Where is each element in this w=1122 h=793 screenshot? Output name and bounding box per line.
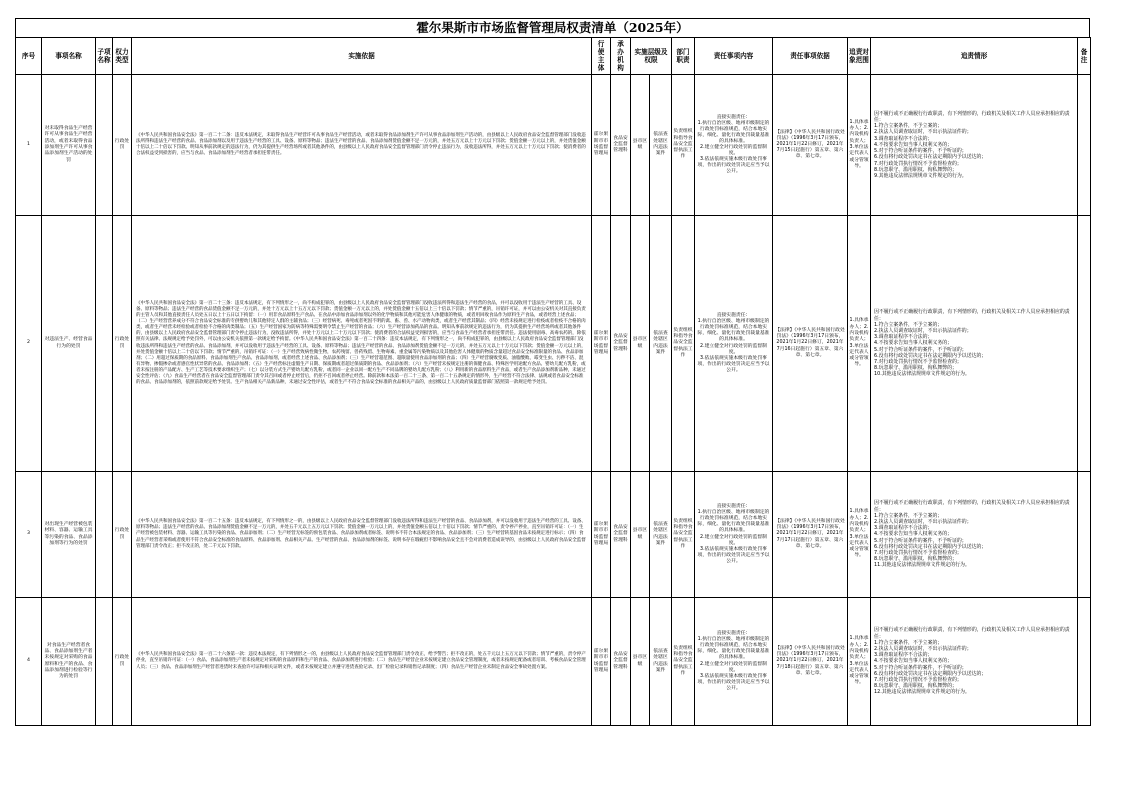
header-scope: 追责对象范围: [848, 38, 871, 75]
table-row: [16, 216, 1091, 472]
row-dept-duty: 负责组织和指导食品安全监督执法工作: [672, 598, 695, 726]
header-remark: 备注: [1078, 38, 1091, 75]
row-agency: 食品安全监督管理科: [611, 216, 631, 472]
responsibility-table: [15, 37, 1091, 726]
row-level-b: 依法查处辖区内违法案件: [650, 216, 672, 472]
row-sub-item: [96, 216, 113, 472]
row-sub-item: [96, 598, 113, 726]
table-row: [16, 75, 1091, 216]
row-executor: 霍尔果斯市市场监督管理局: [592, 75, 611, 216]
row-level-b: 依法查处辖区内违法案件: [650, 75, 672, 216]
row-dept-duty: 负责组织和指导食品安全监督执法工作: [672, 75, 695, 216]
row-level-a: 县市区级: [631, 472, 650, 598]
table-header-row: [16, 38, 1091, 75]
row-agency: 食品安全监督管理科: [611, 472, 631, 598]
header-agency: 承办机构: [611, 38, 631, 75]
row-sub-item: [96, 472, 113, 598]
row-power-type: 行政处罚: [113, 472, 132, 598]
row-remark: [1078, 75, 1091, 216]
row-basis: 《中华人民共和国食品安全法》第一百二十三条：违反本法规定，有下列情形之一，尚不构成犯罪的，由县级以上人民政府食品安全监督管理部门没收违法所得和违法生产经营的食品，并可以没收用于违法生产经营的工具、设备、原料等物品；违法生产经营的食品货值金额不足一万元的，并处十万元以上十五万元以下罚款；货值金额一万元以上的，并处货值金额十五倍以上三十倍以下罚款；情节严重的，吊销许可证，并可以由公安机关对其直接负责的主管人员和其他直接责任人员处五日以上十五日以下拘留：（一）用非食品原料生产食品、在食品中添加食品添加剂以外的化学物质和其他可能危害人体健康的物质，或者用回收食品作为原料生产食品，或者经营上述食品；（二）生产经营营养成分不符合食品安全标准的专供婴幼儿和其他特定人群的主辅食品；（三）经营病死、毒死或者死因不明的禽、畜、兽、水产动物肉类，或者生产经营其制品；（四）经营未按规定进行检疫或者检疫不合格的肉类，或者生产经营未经检验或者检验不合格的肉类制品；（五）生产经营国家为防病等特殊需要明令禁止生产经营的食品；（六）生产经营添加药品的食品。明知从事前款规定的违法行为，仍为其提供生产经营场所或者其他条件的，由县级以上人民政府食品安全监督管理部门责令停止违法行为，没收违法所得，并处十万元以上二十万元以下罚款；使消费者的合法权益受到损害的，应当与食品生产经营者承担连带责任。违法使用剧毒、高毒农药的，除依照有关法律、法规规定给予处罚外，可以由公安机关依照第一款规定给予拘留。《中华人民共和国食品安全法》第一百二十四条：违反本法规定，有下列情形之一，尚不构成犯罪的，由县级以上人民政府食品安全监督管理部门没收违法所得和违法生产经营的食品、食品添加剂，并可以没收用于违法生产经营的工具、设备、原料等物品；违法生产经营的食品、食品添加剂货值金额不足一万元的，并处五万元以上十万元以下罚款；货值金额一万元以上的，并处货值金额十倍以上二十倍以下罚款；情节严重的，吊销许可证：（一）生产经营致病性微生物，农药残留、兽药残留、生物毒素、重金属等污染物质以及其他危害人体健康的物质含量超过食品安全标准限量的食品、食品添加剂；（二）用超过保质期的食品原料、食品添加剂生产食品、食品添加剂，或者经营上述食品、食品添加剂；（三）生产经营超范围、超限量使用食品添加剂的食品；（四）生产经营腐败变质、油脂酸败、霉变生虫、污秽不洁、混有异物、掺假掺杂或者感官性状异常的食品、食品添加剂；（五）生产经营标注虚假生产日期、保质期或者超过保质期的食品、食品添加剂；（六）生产经营未按规定注册的保健食品、特殊医学用途配方食品、婴幼儿配方乳粉，或者未按注册的产品配方、生产工艺等技术要求组织生产；（七）以分装方式生产婴幼儿配方乳粉，或者同一企业以同一配方生产不同品牌的婴幼儿配方乳粉；（八）利用新的食品原料生产食品，或者生产食品添加剂新品种，未通过安全性评估；（九）食品生产经营者在食品安全监督管理部门责令其召回或者停止经营后，仍拒不召回或者停止经营。除前款和本法第一百二十三条、第一百二十五条规定的情形外，生产经营不符合法律、法规或者食品安全标准的食品、食品添加剂的，依照前款规定给予处罚。生产食品相关产品新品种，未通过安全性评估，或者生产不符合食品安全标准的食品相关产品的，由县级以上人民政府质量监督部门依照第一款规定给予处罚。: [132, 216, 592, 472]
row-circumstances: 因不履行或不正确履行行政职责，有下列情形的，行政机关及相关工作人员应承担相应的责任： 1.符合立案条件，不予立案的； 2.执法人员调查取证时，不出示执法证件的； 3.调查取证程序不合法的； 4.不按要求告知当事人权利义务的； 5.对于符合听证条件的案件，不予听证的； 6.没有将行政处罚决定书在法定期限内予以送达的； 7.对行政处罚执行情况不予监督检查的； 8.玩忽职守、滥用职权、徇私舞弊的； 11.其他违反法律法规规章文件规定的行为。: [871, 472, 1078, 598]
row-scope: 1.具体承办人；2.内设机构负责人；3.单位法定代表人或分管领导。: [848, 75, 871, 216]
row-duty-content: 直接实施责任： 1.执行自治区级、地州市级制定的行政处罚标准规范，结合本地实际，细化、量化行政处罚裁量基准的具体标准。 2.建立健全对行政处罚的监督制度。 3.依法依规实施本级行政处罚事项，作出的行政处罚决定应当予以公开。: [695, 472, 773, 598]
row-dept-duty: 负责组织和指导食品安全监督执法工作: [672, 472, 695, 598]
table-row: [16, 598, 1091, 726]
row-power-type: 行政处罚: [113, 598, 132, 726]
row-duty-basis: 【法律】《中华人民共和国行政处罚法》（1996年3月17日颁布，2021年1月22日修订，2021年7月18日起施行）第五章、第六章、第七章。: [773, 598, 848, 726]
row-scope: 1.具体承办人；2.内设机构负责人；3.单位法定代表人或分管领导。: [848, 216, 871, 472]
row-agency: 食品安全监督管理科: [611, 75, 631, 216]
row-remark: [1078, 216, 1091, 472]
header-duty-basis: 责任事项依据: [773, 38, 848, 75]
row-level-b: 依法查处辖区内违法案件: [650, 598, 672, 726]
row-level-b: 依法查处辖区内违法案件: [650, 472, 672, 598]
row-power-type: 行政处罚: [113, 75, 132, 216]
row-scope: 1.具体承办人；2.内设机构负责人；3.单位法定代表人或分管领导。: [848, 472, 871, 598]
row-duty-content: 直接实施责任： 1.执行自治区级、地州市级制定的行政处罚标准规范，结合本地实际，细化、量化行政处罚裁量基准的具体标准。 2.建立健全对行政处罚的监督制度。 3.依法依规实施本级行政处罚事项，作出的行政处罚决定应当予以公开。: [695, 216, 773, 472]
row-duty-basis: 【法律】《中华人民共和国行政处罚法》（1996年3月17日颁布，2021年1月22日修订，2021年7月17日起施行）第五章、第六章、第七章。: [773, 472, 848, 598]
row-seq: 3: [16, 472, 42, 598]
header-level: 实施层级及权限: [631, 38, 672, 75]
row-dept-duty: 负责组织和指导食品安全监督执法工作: [672, 216, 695, 472]
row-sub-item: [96, 75, 113, 216]
row-seq: 4: [16, 598, 42, 726]
row-duty-content: 直接实施责任： 1.执行自治区级、地州市级制定的行政处罚标准规范，结合本地实际，细化、量化行政处罚裁量基准的具体标准。 2.建立健全对行政处罚的监督制度。 3.依法依规实施本级行政处罚事项，作出的行政处罚决定应当予以公开。: [695, 598, 773, 726]
header-power-type: 权力类型: [113, 38, 132, 75]
row-seq: 1: [16, 75, 42, 216]
row-item-name: 对违法生产、经营食品行为的处罚: [42, 216, 96, 472]
row-power-type: 行政处罚: [113, 216, 132, 472]
row-duty-basis: 【法律】《中华人民共和国行政处罚法》（1996年3月17日颁布，2021年1月22日修订，2021年7月16日起施行）第五章、第六章、第七章。: [773, 216, 848, 472]
row-executor: 霍尔果斯市市场监督管理局: [592, 216, 611, 472]
header-dept-duty: 部门职责: [672, 38, 695, 75]
row-level-a: 县市区级: [631, 216, 650, 472]
header-executor: 行使主体: [592, 38, 611, 75]
header-circumstances: 追责情形: [871, 38, 1078, 75]
row-duty-content: 直接实施责任： 1.执行自治区级、地州市级制定的行政处罚标准规范，结合本地实际，细化、量化行政处罚裁量基准的具体标准。 2.建立健全对行政处罚的监督制度。 3.依法依规实施本级行政处罚事项，作出的行政处罚决定应当予以公开。: [695, 75, 773, 216]
row-item-name: 对出现生产经营被包装材料、容器、运输工具等污染的食品、食品添加剂等行为的处罚: [42, 472, 96, 598]
row-duty-basis: 【法律】《中华人民共和国行政处罚法》（1996年3月17日颁布，2021年1月22日修订，2021年7月15日起施行）第五章、第六章、第七章。: [773, 75, 848, 216]
row-circumstances: 因不履行或不正确履行行政职责，有下列情形的，行政机关及相关工作人员应承担相应的责任： 1.符合立案条件，不予立案的； 2.执法人员调查取证时，不出示执法证件的； 3.调查取证程序不合法的； 4.不按要求告知当事人权利义务的； 5.对于符合听证条件的案件，不予听证的； 6.没有将行政处罚决定书在法定期限内予以送达的； 7.对行政处罚执行情况不予监督检查的； 8.玩忽职守、滥用职权、徇私舞弊的； 12.其他违反法律法规规章文件规定的行为。: [871, 598, 1078, 726]
header-seq: 序号: [16, 38, 42, 75]
header-basis: 实施依据: [132, 38, 592, 75]
row-basis: 《中华人民共和国食品安全法》第一百二十二条：违反本法规定，未取得食品生产经营许可从事食品生产经营活动，或者未取得食品添加剂生产许可从事食品添加剂生产活动的，由县级以上人民政府食品安全监督管理部门没收违法所得和违法生产经营的食品、食品添加剂以及用于违法生产经营的工具、设备、原料等物品；违法生产经营的食品、食品添加剂货值金额不足一万元的，并处五万元以上十万元以下罚款；货值金额一万元以上的，并处货值金额十倍以上二十倍以下罚款。明知从事前款规定的违法行为，仍为其提供生产经营场所或者其他条件的，由县级以上人民政府食品安全监督管理部门责令停止违法行为，没收违法所得，并处五万元以上十万元以下罚款；使消费者的合法权益受到损害的，应当与食品、食品添加剂生产经营者承担连带责任。: [132, 75, 592, 216]
row-basis: 《中华人民共和国食品安全法》第一百二十五条：违反本法规定，有下列情形之一的，由县级以上人民政府食品安全监督管理部门没收违法所得和违法生产经营的食品、食品添加剂，并可以没收用于违法生产经营的工具、设备、原料等物品；违法生产经营的食品、食品添加剂货值金额不足一万元的，并处五千元以上五万元以下罚款；货值金额一万元以上的，并处货值金额五倍以上十倍以下罚款；情节严重的，责令停产停业，直至吊销许可证：（一）生产经营被包装材料、容器、运输工具等污染的食品、食品添加剂；（二）生产经营无标签的预包装食品、食品添加剂或者标签、说明书不符合本法规定的食品、食品添加剂；（三）生产经营转基因食品未按规定进行标示；（四）食品生产经营者采购或者使用不符合食品安全标准的食品原料、食品添加剂、食品相关产品。生产经营的食品、食品添加剂的标签、说明书存在瑕疵但不影响食品安全且不会对消费者造成误导的，由县级以上人民政府食品安全监督管理部门责令改正；拒不改正的，处二千元以下罚款。: [132, 472, 592, 598]
document-title: 霍尔果斯市市场监督管理局权责清单（2025年）: [15, 18, 1090, 37]
row-scope: 1.具体承办人；2.内设机构负责人；3.单位法定代表人或分管领导。: [848, 598, 871, 726]
row-remark: [1078, 472, 1091, 598]
header-item-name: 事项名称: [42, 38, 96, 75]
row-seq: 2: [16, 216, 42, 472]
row-level-a: 县市区级: [631, 75, 650, 216]
row-agency: 食品安全监督管理科: [611, 598, 631, 726]
row-basis: 《中华人民共和国食品安全法》第一百二十六条第一款：违反本法规定，有下列情形之一的，由县级以上人民政府食品安全监督管理部门责令改正，给予警告；拒不改正的，处五千元以上五万元以下罚款；情节严重的，责令停产停业，直至吊销许可证：（一）食品、食品添加剂生产者未按规定对采购的食品原料和生产的食品、食品添加剂进行检验；（二）食品生产经营企业未按规定建立食品安全管理制度，或者未按规定配备或者培训、考核食品安全管理人员；（三）食品、食品添加剂生产经营者进货时未查验许可证和相关证明文件，或者未按规定建立并遵守进货查验记录、出厂检验记录和销售记录制度；（四）食品生产经营企业未制定食品安全事故处置方案。: [132, 598, 592, 726]
row-item-name: 对未取得食品生产经营许可从事食品生产经营活动，或者未取得食品添加剂生产许可从事食品添加剂生产活动的处罚: [42, 75, 96, 216]
table-row: [16, 472, 1091, 598]
responsibility-list-sheet: [15, 18, 1090, 726]
row-executor: 霍尔果斯市市场监督管理局: [592, 598, 611, 726]
row-level-a: 县市区级: [631, 598, 650, 726]
row-circumstances: 因不履行或不正确履行行政职责，有下列情形的，行政机关及相关工作人员应承担相应的责任： 1.符合立案条件，不予立案的； 2.执法人员调查取证时，不出示执法证件的； 3.调查取证程序不合法的； 4.不按要求告知当事人权利义务的； 5.对于符合听证条件的案件，不予听证的； 6.没有将行政处罚决定书在法定期限内予以送达的； 7.对行政处罚执行情况不予监督检查的； 8.玩忽职守、滥用职权、徇私舞弊的； 10.其他违反法律法规规章文件规定的行为。: [871, 216, 1078, 472]
row-circumstances: 因不履行或不正确履行行政职责，有下列情形的，行政机关及相关工作人员应承担相应的责任： 1.符合立案条件，不予立案的； 2.执法人员调查取证时，不出示执法证件的； 3.调查取证程序不合法的； 4.不按要求告知当事人权利义务的； 5.对于符合听证条件的案件，不予听证的； 6.没有将行政处罚决定书在法定期限内予以送达的； 7.对行政处罚执行情况不予监督检查的； 8.玩忽职守、滥用职权、徇私舞弊的； 9.其他违反法律法规规章文件规定的行为。: [871, 75, 1078, 216]
row-executor: 霍尔果斯市市场监督管理局: [592, 472, 611, 598]
header-sub-item-name: 子项名称: [96, 38, 113, 75]
header-duty-content: 责任事项内容: [695, 38, 773, 75]
row-remark: [1078, 598, 1091, 726]
row-item-name: 对食品生产经营者食品、食品添加剂生产者未按规定对采购的食品原料和生产的食品、食品添加剂进行检验等行为的处罚: [42, 598, 96, 726]
